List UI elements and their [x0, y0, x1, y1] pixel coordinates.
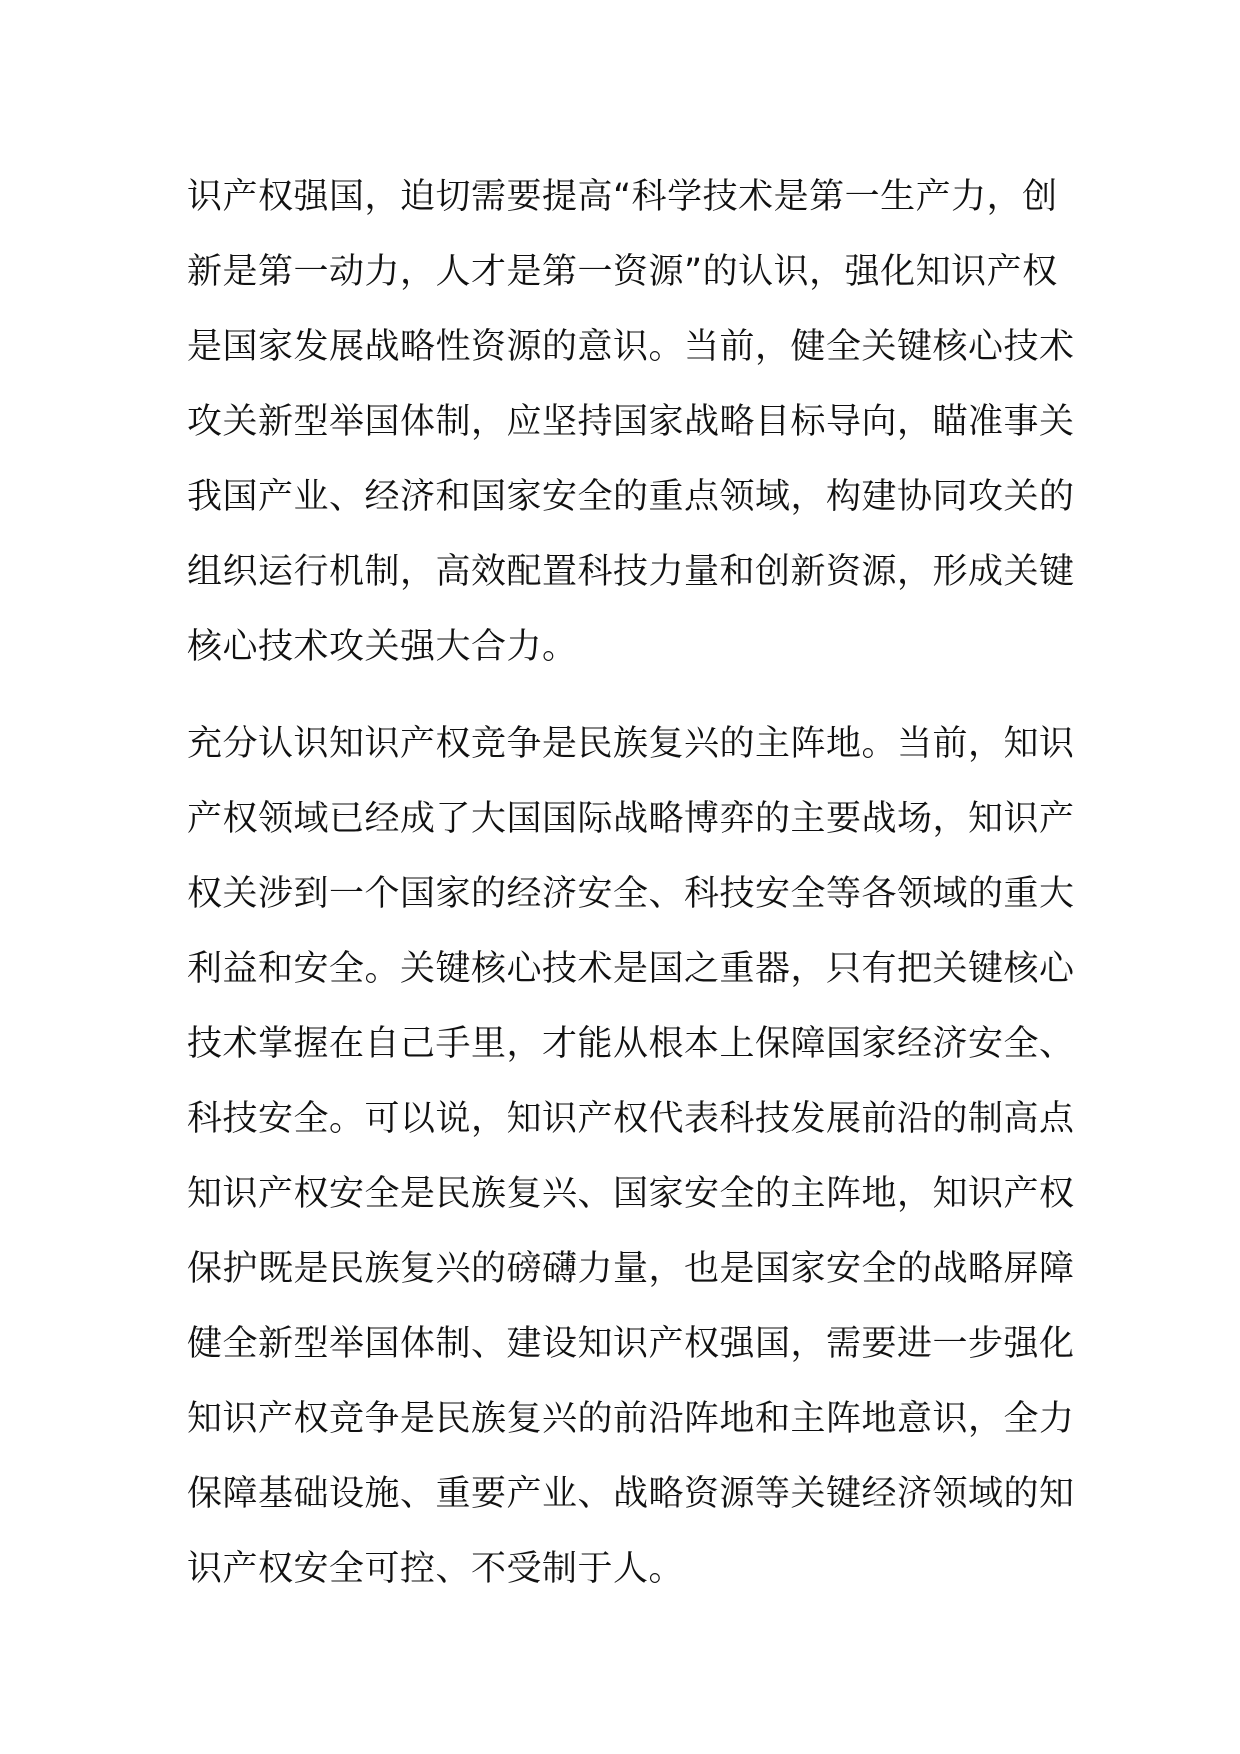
text-line: 是国家发展战略性资源的意识。当前，健全关键核心技术: [187, 327, 1075, 367]
paragraph-spacer: [187, 685, 1067, 707]
text-line: 利益和安全。关键核心技术是国之重器，只有把关键核心: [187, 949, 1075, 989]
text-line: 保护既是民族复兴的磅礴力量，也是国家安全的战略屏障: [187, 1249, 1075, 1289]
text-line: 产权领域已经成了大国国际战略博弈的主要战场，知识产: [187, 799, 1075, 839]
text-line: 健全新型举国体制、建设知识产权强国，需要进一步强化: [187, 1324, 1075, 1364]
text-line: 核心技术攻关强大合力。: [187, 627, 578, 667]
text-line: 知识产权安全是民族复兴、国家安全的主阵地，知识产权: [187, 1174, 1075, 1214]
text-line: 识产权强国，迫切需要提高“科学技术是第一生产力，创: [187, 177, 1058, 217]
text-line: 识产权安全可控、不受制于人。: [187, 1549, 685, 1589]
text-line: 我国产业、经济和国家安全的重点领域，构建协同攻关的: [187, 477, 1075, 517]
document-body: [187, 160, 1075, 1607]
paragraph-1: [187, 160, 1075, 685]
text-line: 知识产权竞争是民族复兴的前沿阵地和主阵地意识，全力: [187, 1399, 1075, 1439]
text-line: 保障基础设施、重要产业、战略资源等关键经济领域的知: [187, 1474, 1075, 1514]
text-line: 新是第一动力，人才是第一资源”的认识，强化知识产权: [187, 252, 1058, 292]
text-line: 组织运行机制，高效配置科技力量和创新资源，形成关键: [187, 552, 1075, 592]
text-line: 科技安全。可以说，知识产权代表科技发展前沿的制高点: [187, 1099, 1075, 1139]
text-line: 攻关新型举国体制，应坚持国家战略目标导向，瞄准事关: [187, 402, 1075, 442]
text-line: 技术掌握在自己手里，才能从根本上保障国家经济安全、: [187, 1024, 1075, 1064]
text-line: 充分认识知识产权竞争是民族复兴的主阵地。当前，知识: [187, 724, 1075, 764]
text-line: 权关涉到一个国家的经济安全、科技安全等各领域的重大: [187, 874, 1075, 914]
paragraph-2: [187, 707, 1075, 1607]
